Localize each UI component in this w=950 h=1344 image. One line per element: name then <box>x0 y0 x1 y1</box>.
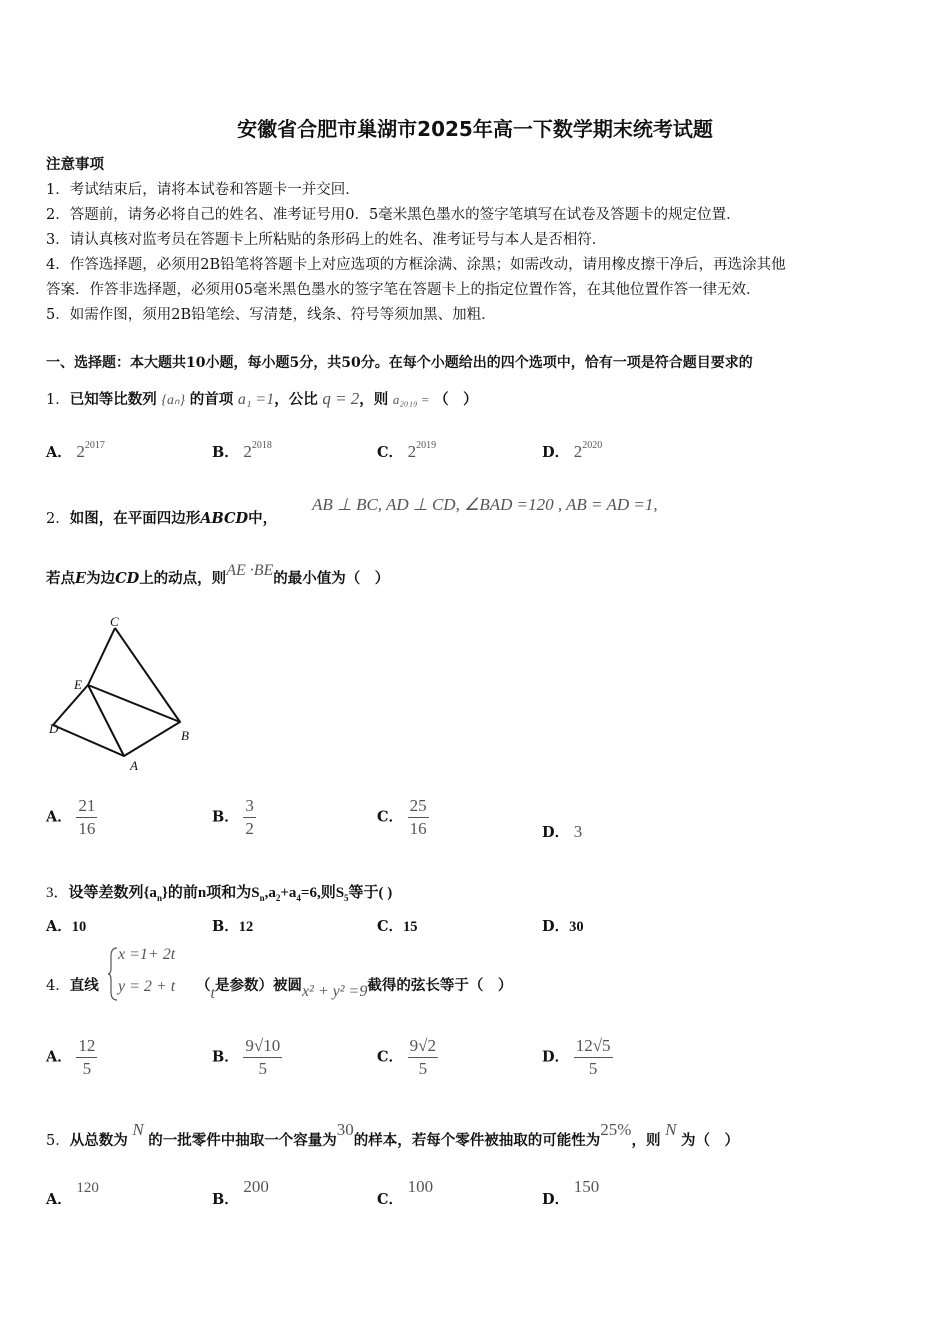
option-label: A． <box>46 1048 72 1066</box>
q5-sample-size: 30 <box>336 1120 354 1139</box>
q5-text: 从总数为 <box>69 1132 128 1149</box>
option-label: D． <box>542 1191 570 1208</box>
option-label: A． <box>46 444 72 461</box>
option-fraction <box>76 1035 97 1080</box>
q1-text: ，则 <box>359 391 389 408</box>
fraction-denominator: 16 <box>409 819 427 838</box>
q3-text: 设等差数列{a <box>68 885 157 901</box>
q3-option-a[interactable] <box>46 915 86 936</box>
q5-text: 为（ ） <box>681 1132 740 1149</box>
q3-subscript: n <box>156 893 162 903</box>
option-exponent: 2018 <box>251 440 272 451</box>
fraction-denominator: 16 <box>78 819 96 838</box>
option-exponent: 2017 <box>84 440 105 451</box>
quadrilateral-figure <box>44 612 194 777</box>
fraction-denominator: 2 <box>245 819 254 838</box>
option-fraction <box>408 1035 438 1080</box>
option-label: B． <box>212 1191 239 1208</box>
fraction-numerator: 12√5 <box>574 1035 613 1058</box>
option-label: C． <box>377 1048 404 1066</box>
q3-subscript: n <box>259 893 265 903</box>
q1-sequence: {aₙ} <box>161 393 186 408</box>
figure-segment-ea <box>88 685 124 756</box>
q2-text: 中， <box>248 510 278 527</box>
q5-population: N <box>132 1120 144 1139</box>
option-value: 3 <box>573 822 583 841</box>
option-base: 2 <box>76 442 85 461</box>
q2-text: 的最小值为（ ） <box>273 570 390 587</box>
q3-option-d[interactable] <box>542 915 584 936</box>
q5-option-a[interactable] <box>46 1176 99 1208</box>
option-base: 2 <box>243 442 252 461</box>
q4-option-a[interactable] <box>46 1035 97 1080</box>
vertex-label-a: A <box>130 758 138 773</box>
q1-text: 的首项 <box>189 391 234 408</box>
q1-option-b[interactable] <box>212 440 272 462</box>
q1-option-a[interactable] <box>46 440 105 462</box>
option-value: 12 <box>238 919 254 935</box>
q1-text: （ ） <box>434 391 478 408</box>
question-number: 1． <box>46 392 70 408</box>
fraction-numerator: 12 <box>76 1035 97 1058</box>
option-label: D． <box>542 1048 570 1066</box>
q2-text: 上的动点，则 <box>139 570 227 587</box>
option-value: 100 <box>407 1177 434 1196</box>
question-number: 2． <box>46 511 70 527</box>
q4-text: 直线 <box>69 977 99 994</box>
option-label: D． <box>542 444 570 461</box>
q4-option-b[interactable] <box>212 1035 282 1080</box>
option-exponent: 2020 <box>582 440 603 451</box>
notice-item: 1．考试结束后，请将本试卷和答题卡一并交回． <box>46 182 360 198</box>
q5-probability: 25% <box>600 1120 632 1139</box>
q2-option-a[interactable] <box>46 795 97 840</box>
vertex-label-d: D <box>49 721 59 736</box>
q4-text: 是参数）被圆 <box>214 977 302 994</box>
q1-text: 已知等比数列 <box>69 391 157 408</box>
vertex-label-c: C <box>110 614 119 629</box>
option-label: C． <box>377 808 404 826</box>
vertex-label-e: E <box>74 677 82 692</box>
option-value: 120 <box>76 1180 99 1196</box>
option-label: B． <box>212 918 239 935</box>
q5-option-c[interactable] <box>377 1176 434 1208</box>
q3-option-c[interactable] <box>377 915 418 936</box>
option-value: 150 <box>573 1177 600 1196</box>
fraction-numerator: 3 <box>243 795 256 818</box>
option-label: A． <box>46 1191 72 1208</box>
option-base: 2 <box>573 442 583 461</box>
fraction-denominator: 5 <box>82 1059 92 1078</box>
fraction-numerator: 21 <box>76 795 97 818</box>
q5-unknown: N <box>665 1120 677 1139</box>
option-base: 2 <box>407 442 417 461</box>
q4-option-d[interactable] <box>542 1035 613 1080</box>
notice-item: 5．如需作图，须用2B铅笔绘、写清楚，线条、符号等须加黑、加粗． <box>46 307 496 323</box>
q5-text: ，则 <box>631 1132 661 1149</box>
q3-text: 等于( ) <box>348 885 393 901</box>
question-4-cont <box>196 974 513 1002</box>
q1-first-term: a₁ =1 <box>237 391 275 408</box>
q3-text: +a <box>280 885 297 901</box>
q3-subscript: 2 <box>275 893 281 903</box>
q4-text: 截得的弦长等于（ ） <box>367 977 513 994</box>
option-label: C． <box>377 444 404 461</box>
question-number: 4． <box>46 978 70 994</box>
q4-text: （ <box>196 977 211 994</box>
option-label: B． <box>212 808 239 826</box>
fraction-numerator: 9√2 <box>408 1035 438 1058</box>
notice-item: 答案．作答非选择题，必须用05毫米黑色墨水的签字笔在答题卡上的指定位置作答，在其他位置作答一律无效． <box>46 282 761 298</box>
figure-outline <box>53 628 180 756</box>
fraction-denominator: 5 <box>588 1059 598 1078</box>
q2-text: 如图，在平面四边形 <box>69 510 201 527</box>
notice-item: 4．作答选择题，必须用2B铅笔将答题卡上对应选项的方框涂满、涂黑；如需改动，请用橡皮擦干净后，再选涂其他 <box>46 257 786 273</box>
option-label: D． <box>542 918 570 935</box>
fraction-numerator: 9√10 <box>243 1035 282 1058</box>
question-number: 5． <box>46 1133 70 1149</box>
q3-text: =6,则S <box>300 885 345 901</box>
option-label: A． <box>46 918 72 935</box>
section-heading: 一、选择题：本大题共10小题，每小题5分，共50分。在每个小题给出的四个选项中，恰有一项是符合题目要求的 <box>46 355 753 371</box>
q5-text: 的样本，若每个零件被抽取的可能性为 <box>353 1132 601 1149</box>
q5-text: 的一批零件中抽取一个容量为 <box>148 1132 337 1149</box>
q2-text: CD <box>115 570 140 587</box>
notice-item: 2．答题前，请务必将自己的姓名、准考证号用0．5毫米黑色墨水的签字笔填写在试卷及答题卡的规定位置． <box>46 207 741 223</box>
option-fraction <box>76 795 97 840</box>
q1-option-d[interactable] <box>542 440 602 462</box>
fraction-denominator: 5 <box>258 1059 268 1078</box>
question-3 <box>46 881 392 903</box>
option-label: A． <box>46 808 72 826</box>
option-value: 200 <box>243 1177 269 1196</box>
fraction-numerator: 25 <box>408 795 429 818</box>
q2-text: 为边 <box>86 570 116 587</box>
option-label: C． <box>377 1191 404 1208</box>
q2-option-d[interactable] <box>542 821 582 842</box>
q2-text: 若点 <box>46 570 75 587</box>
fraction-denominator: 5 <box>418 1059 428 1078</box>
question-4-start <box>46 974 99 995</box>
q3-subscript: 4 <box>296 893 301 903</box>
q5-option-d[interactable] <box>542 1176 600 1208</box>
q4-equation-x: x =1+ 2t <box>118 946 176 963</box>
option-value: 15 <box>403 919 418 935</box>
q1-text: ，公比 <box>274 391 318 408</box>
option-label: C． <box>377 918 404 935</box>
q3-text: ,a <box>264 885 276 901</box>
q2-dot-product: AE ·BE <box>226 562 274 579</box>
option-label: B． <box>212 1048 239 1066</box>
q4-option-c[interactable] <box>377 1035 438 1080</box>
page-title: 安徽省合肥市巢湖市2025年高一下数学期末统考试题 <box>237 117 713 141</box>
option-value: 30 <box>569 919 584 935</box>
q4-circle: x² + y² =9 <box>301 983 368 1000</box>
option-fraction <box>408 795 429 840</box>
q1-ratio: q = 2 <box>322 389 360 408</box>
question-2 <box>46 507 277 528</box>
q2-option-c[interactable] <box>377 795 429 840</box>
q2-conditions: AB ⊥ BC, AD ⊥ CD, ∠BAD =120 , AB = AD =1, <box>312 495 658 514</box>
q2-text: ABCD <box>200 510 249 527</box>
question-1 <box>46 388 478 409</box>
q4-param: t <box>210 985 215 1002</box>
option-fraction <box>243 795 256 840</box>
q4-equation-y: y = 2 + t <box>118 978 176 995</box>
notice-item: 3．请认真核对监考员在答题卡上所粘贴的条形码上的姓名、准考证号与本人是否相符． <box>46 232 607 248</box>
option-label: B． <box>212 444 239 461</box>
question-2-cont <box>46 562 390 588</box>
q2-option-b[interactable] <box>212 795 256 840</box>
question-number: 3． <box>46 885 69 901</box>
question-5 <box>46 1120 740 1150</box>
option-value: 10 <box>71 919 87 935</box>
q2-text: E <box>75 570 87 587</box>
option-fraction <box>574 1035 613 1080</box>
option-fraction <box>243 1035 282 1080</box>
vertex-label-b: B <box>181 728 189 743</box>
q3-subscript: 5 <box>344 893 349 903</box>
notice-heading: 注意事项 <box>46 156 104 173</box>
option-exponent: 2019 <box>416 440 437 451</box>
q3-text: }的前n项和为S <box>161 885 260 901</box>
q1-target-term: a₂₀₁₉ = <box>392 392 430 407</box>
q1-option-c[interactable] <box>377 440 436 462</box>
option-label: D． <box>542 824 570 841</box>
q5-option-b[interactable] <box>212 1176 269 1208</box>
q3-option-b[interactable] <box>212 915 253 936</box>
